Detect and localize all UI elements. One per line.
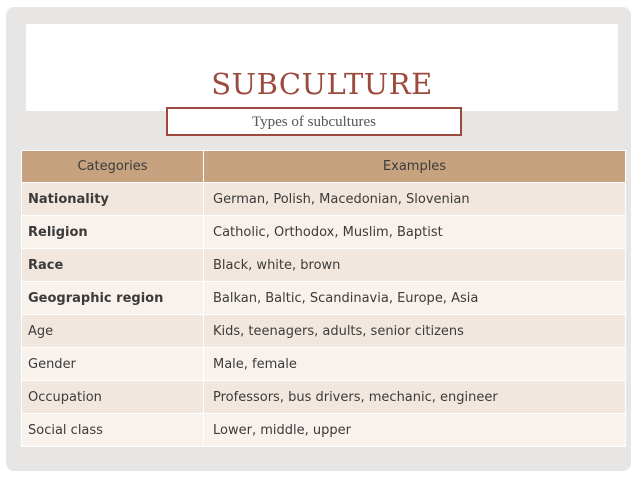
slide-subtitle: Types of subcultures: [252, 114, 376, 130]
table-row: [22, 183, 626, 216]
example-cell: Kids, teenagers, adults, senior citizens: [204, 315, 626, 348]
category-cell: Occupation: [22, 381, 204, 414]
category-cell: Gender: [22, 348, 204, 381]
table-row: [22, 249, 626, 282]
table-row: [22, 414, 626, 447]
category-cell: Nationality: [22, 183, 204, 216]
category-cell: Age: [22, 315, 204, 348]
example-cell: Male, female: [204, 348, 626, 381]
category-cell: Religion: [22, 216, 204, 249]
table-row: [22, 315, 626, 348]
table-row: [22, 216, 626, 249]
category-cell: Social class: [22, 414, 204, 447]
slide-title: SUBCULTURE: [211, 67, 433, 101]
example-cell: Catholic, Orthodox, Muslim, Baptist: [204, 216, 626, 249]
example-cell: Lower, middle, upper: [204, 414, 626, 447]
header-examples: Examples: [204, 151, 626, 183]
example-cell: Balkan, Baltic, Scandinavia, Europe, Asia: [204, 282, 626, 315]
title-box: [26, 24, 618, 111]
table-row: [22, 348, 626, 381]
example-cell: Professors, bus drivers, mechanic, engineer: [204, 381, 626, 414]
subculture-table: [21, 150, 626, 447]
table-row: [22, 282, 626, 315]
example-cell: Black, white, brown: [204, 249, 626, 282]
category-cell: Geographic region: [22, 282, 204, 315]
category-cell: Race: [22, 249, 204, 282]
table-row: [22, 381, 626, 414]
table-header-row: [22, 151, 626, 183]
header-categories: Categories: [22, 151, 204, 183]
slide: [6, 7, 631, 471]
example-cell: German, Polish, Macedonian, Slovenian: [204, 183, 626, 216]
subtitle-box: [166, 107, 462, 136]
table-body: [22, 183, 626, 447]
